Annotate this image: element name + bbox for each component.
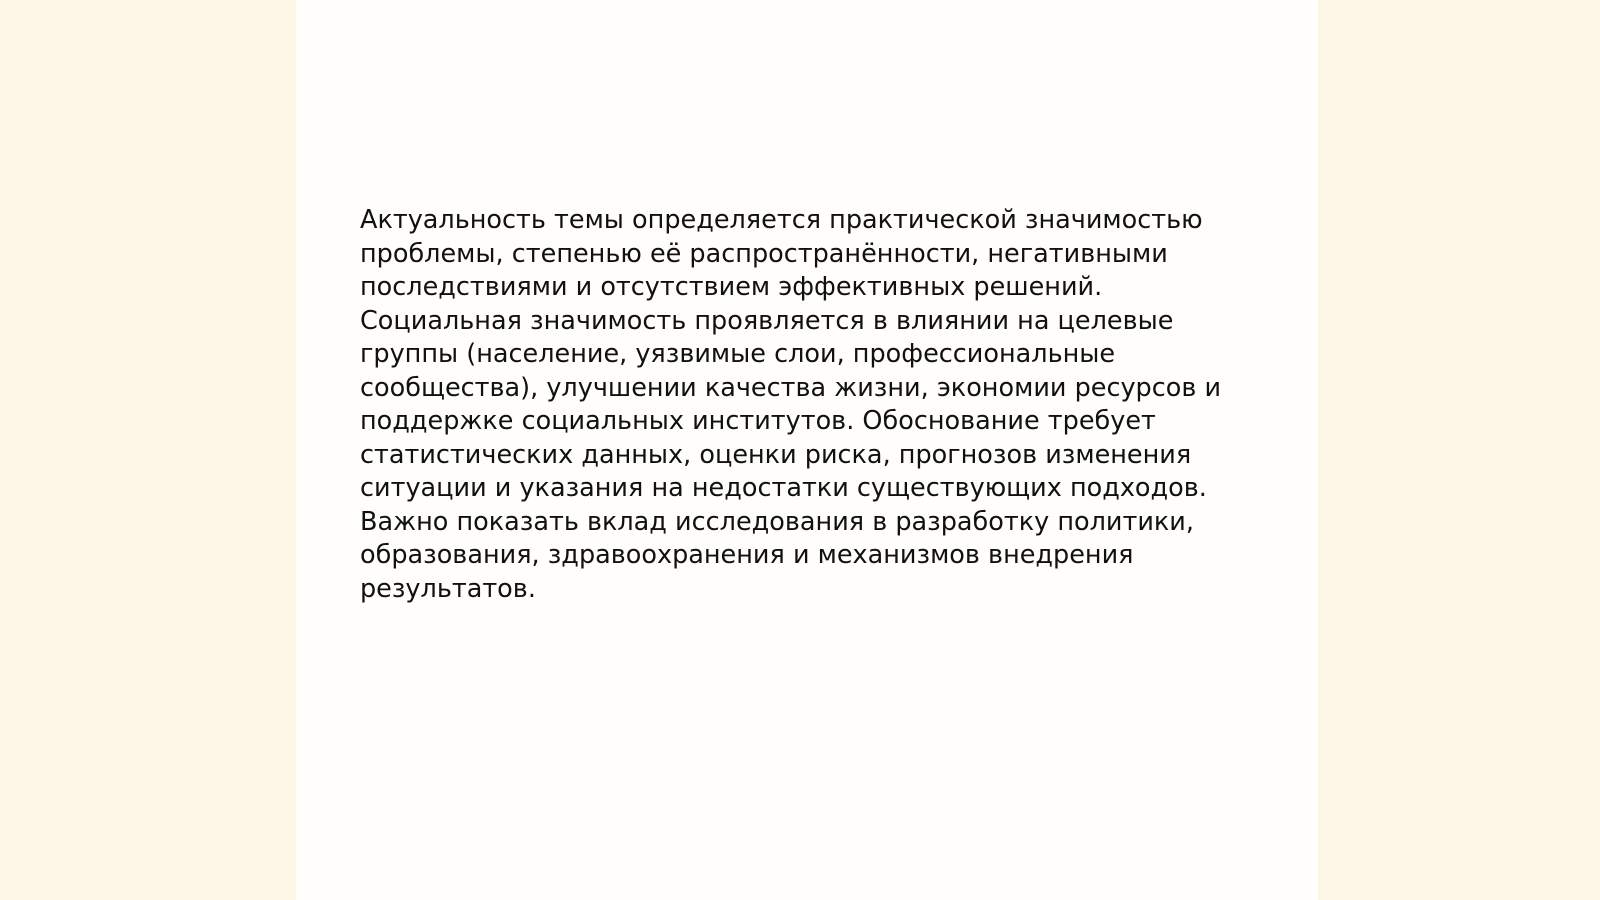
paragraph-line: результатов. (360, 573, 536, 604)
paragraph-line: ситуации и указания на недостатки существующих подходов. (360, 473, 1207, 503)
paragraph-line: сообщества), улучшении качества жизни, экономии ресурсов и (360, 372, 1222, 403)
body-paragraph (360, 204, 1260, 606)
document-page (296, 0, 1318, 900)
paragraph-line: последствиями и отсутствием эффективных решений. (360, 272, 1103, 302)
paragraph-line: проблемы, степенью её распространённости, негативными (360, 238, 1168, 269)
paragraph-line: Важно показать вклад исследования в разработку политики, (360, 506, 1194, 537)
paragraph-line: образования, здравоохранения и механизмов внедрения (360, 540, 1134, 570)
paragraph-line: поддержке социальных институтов. Обоснование требует (360, 406, 1156, 436)
paragraph-line: группы (население, уязвимые слои, профессиональные (360, 339, 1116, 369)
paragraph-line: статистических данных, оценки риска, прогнозов изменения (360, 439, 1192, 470)
paragraph-line: Актуальность темы определяется практической значимостью (360, 205, 1203, 235)
paragraph-line: Социальная значимость проявляется в влиянии на целевые (360, 305, 1174, 336)
